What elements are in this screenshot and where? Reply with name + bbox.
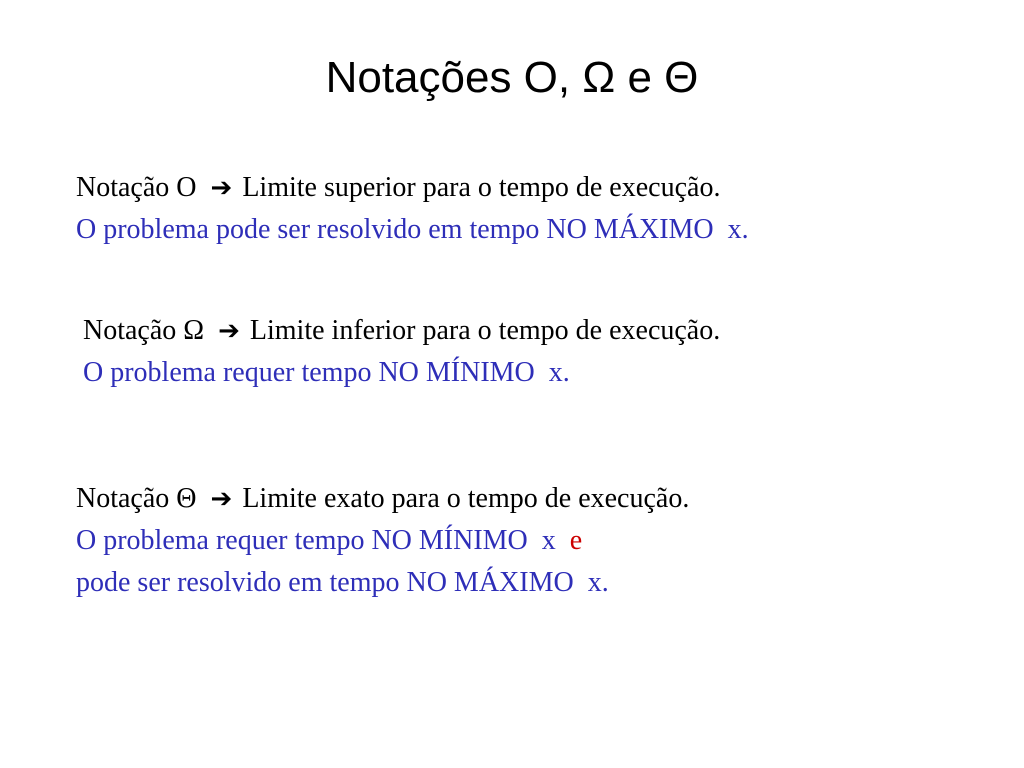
notation-theta-lower-bound: O problema requer tempo NO MÍNIMO x [76,525,556,556]
notation-theta-definition: Limite exato para o tempo de execução. [242,483,690,514]
notation-omega-definition: Limite inferior para o tempo de execução. [249,315,721,346]
arrow-right-icon: ➔ [218,316,240,346]
arrow-right-icon: ➔ [210,484,233,514]
notation-omega-heading [83,310,720,352]
notation-o-heading [76,167,749,209]
conjunction-e: e [569,525,583,556]
notation-omega-block [83,310,720,394]
notation-theta-heading [76,478,689,520]
arrow-right-icon: ➔ [210,173,233,203]
notation-o-explanation: O problema pode ser resolvido em tempo NO MÁXIMO x. [76,214,749,245]
notation-omega-label: Notação Ω [83,315,205,346]
notation-o-block [76,167,749,251]
notation-theta-explanation-2: pode ser resolvido em tempo NO MÁXIMO x. [76,567,609,598]
slide-title: Notações O, Ω e Θ [325,53,699,102]
notation-omega-explanation: O problema requer tempo NO MÍNIMO x. [83,357,570,388]
notation-o-definition: Limite superior para o tempo de execução. [242,172,721,203]
notation-theta-label: Notação Θ [76,483,197,514]
notation-theta-explanation-1 [76,520,689,562]
notation-o-label: Notação O [76,172,197,203]
notation-theta-block [76,478,689,604]
